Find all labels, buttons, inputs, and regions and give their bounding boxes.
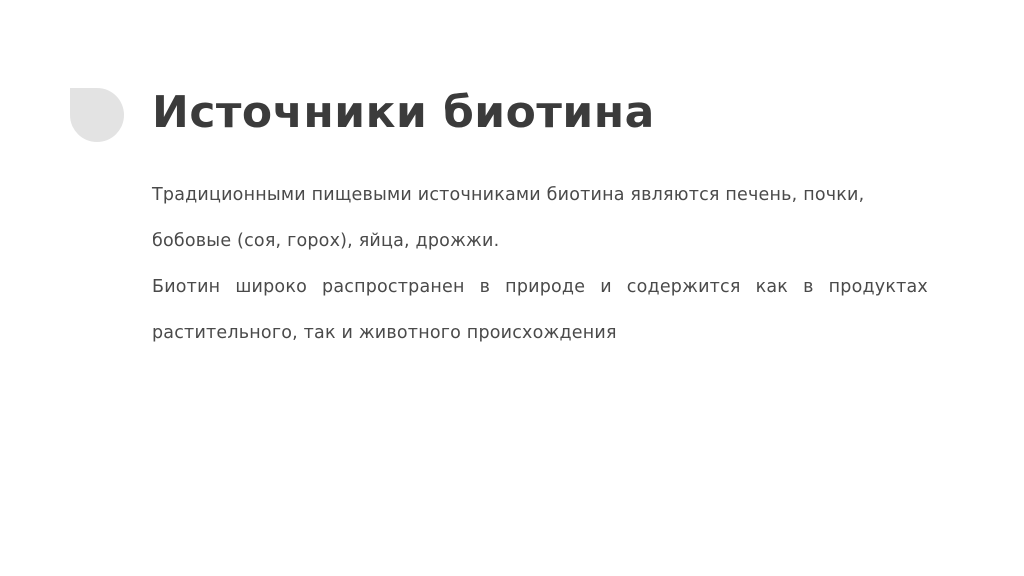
body-text-block [152, 172, 928, 356]
decorative-quote-shape [70, 88, 124, 142]
page-title: Источники биотина [152, 87, 655, 139]
body-paragraph-1: Традиционными пищевыми источниками биотина являются печень, почки, бобовые (соя, горох), яйца, дрожжи. [152, 185, 865, 251]
body-paragraph-2: Биотин широко распространен в природе и содержится как в продуктах растительного, так и животного происхождения [152, 277, 928, 343]
